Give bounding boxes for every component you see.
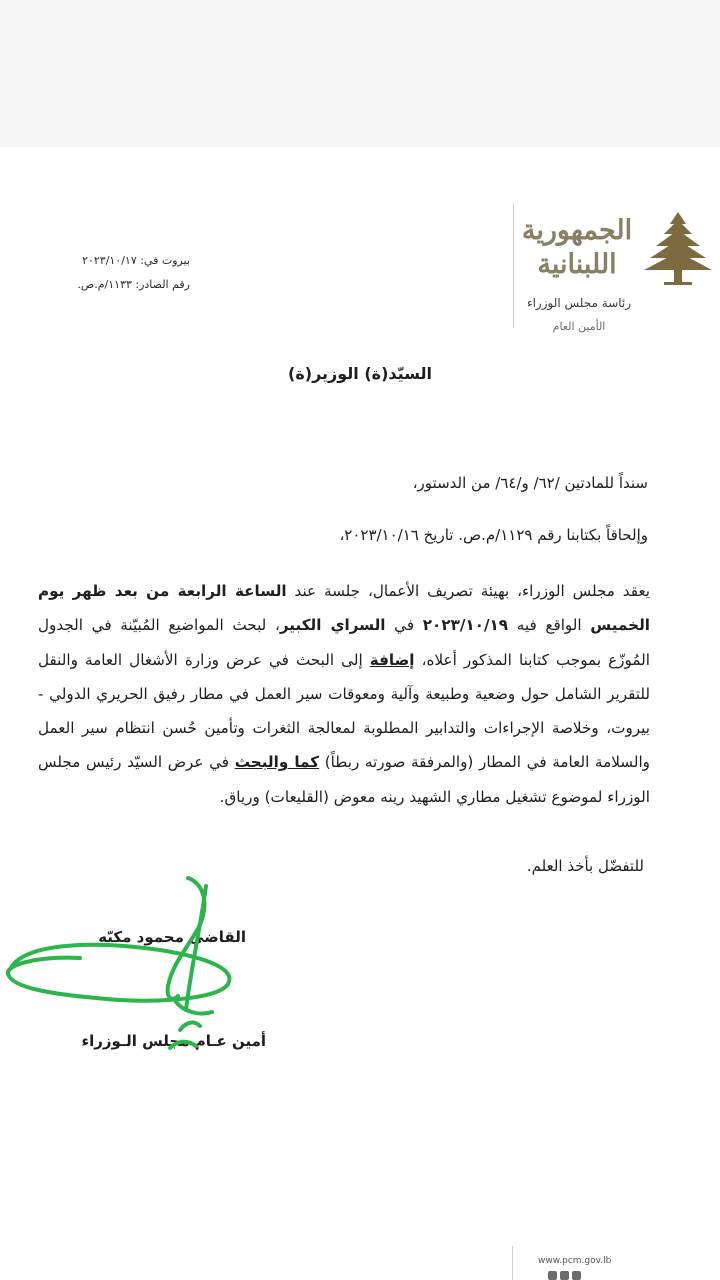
signatory-name: القاضي محمود مكيّه xyxy=(98,928,246,946)
body-text: الواقع فيه xyxy=(508,616,591,635)
instagram-icon xyxy=(572,1271,581,1280)
website-link: www.pcm.gov.lb xyxy=(538,1256,612,1266)
body-text: في عرض السيّد رئيس مجلس الوزراء لموضوع تشغيل مطاري الشهيد رينه معوض (القليعات) ورياق. xyxy=(38,753,650,806)
cedar-emblem-icon xyxy=(640,208,716,288)
emblem-line-1: الجمهورية xyxy=(521,215,633,246)
emblem-line-2: اللبنانية xyxy=(537,249,617,280)
presidency-label: رئاسة مجلس الوزراء xyxy=(526,296,632,310)
body-bold-date: ٢٠٢٣/١٠/١٩ xyxy=(422,616,509,635)
facebook-icon xyxy=(548,1271,557,1280)
signatory-title: أمين عـام مجلس الـوزراء xyxy=(81,1032,266,1050)
reference-number: رقم الصادر: ١١٣٣/م.ص. xyxy=(77,278,190,291)
closing-line: للتفضّل بأخذ العلم. xyxy=(526,857,644,875)
body-underlined-addition: إضافة xyxy=(369,650,415,669)
previous-reference-paragraph: وإلحاقاً بكتابنا رقم ١١٢٩/م.ص. تاريخ ٢٠٢٣/١٠/١٦، xyxy=(339,526,648,544)
recipient-heading: السيّد(ة) الوزير(ة) xyxy=(288,364,432,383)
body-text: يعقد مجلس الوزراء، بهيئة تصريف الأعمال، جلسة عند xyxy=(286,582,651,600)
date-line: بيروت في: ٢٠٢٣/١٠/١٧ xyxy=(82,254,190,267)
body-paragraph xyxy=(38,574,650,814)
body-bold-place: السراي الكبير xyxy=(279,616,386,635)
social-icons xyxy=(548,1271,598,1280)
letterhead-divider xyxy=(513,203,514,328)
republic-emblem-text xyxy=(516,208,638,288)
body-text: إلى البحث في عرض وزارة الأشغال العامة والنقل للتقرير الشامل حول وضعية وطبيعة وآلية ومعوقات سير العمل في مطار رفيق الحريري الدولي - بيروت، وخلاصة الإجراءات والتدابير المطلوبة لمعالجة الثغرات وتأمين حُسن انتظام سير العمل والسلامة العامة في المطار (والمرفقة صورته ربطاً) xyxy=(38,650,651,772)
top-bar xyxy=(0,0,720,148)
body-bold-time: الساعة الرابعة من بعد ظهر يوم الخميس xyxy=(38,582,651,635)
handwritten-signature xyxy=(0,870,300,1080)
twitter-icon xyxy=(560,1271,569,1280)
body-text: ، لبحث المواضيع المُبيّنة في الجدول المُوزّع بموجب كتابنا المذكور أعلاه، xyxy=(38,616,650,669)
legal-basis-paragraph: سنداً للمادتين /٦٢/ و/٦٤/ من الدستور، xyxy=(412,474,648,492)
secretary-general-label: الأمين العام xyxy=(552,320,606,333)
body-underlined-also: كما والبحث xyxy=(234,753,320,772)
footer-divider xyxy=(512,1246,513,1280)
body-text: في xyxy=(385,616,423,635)
